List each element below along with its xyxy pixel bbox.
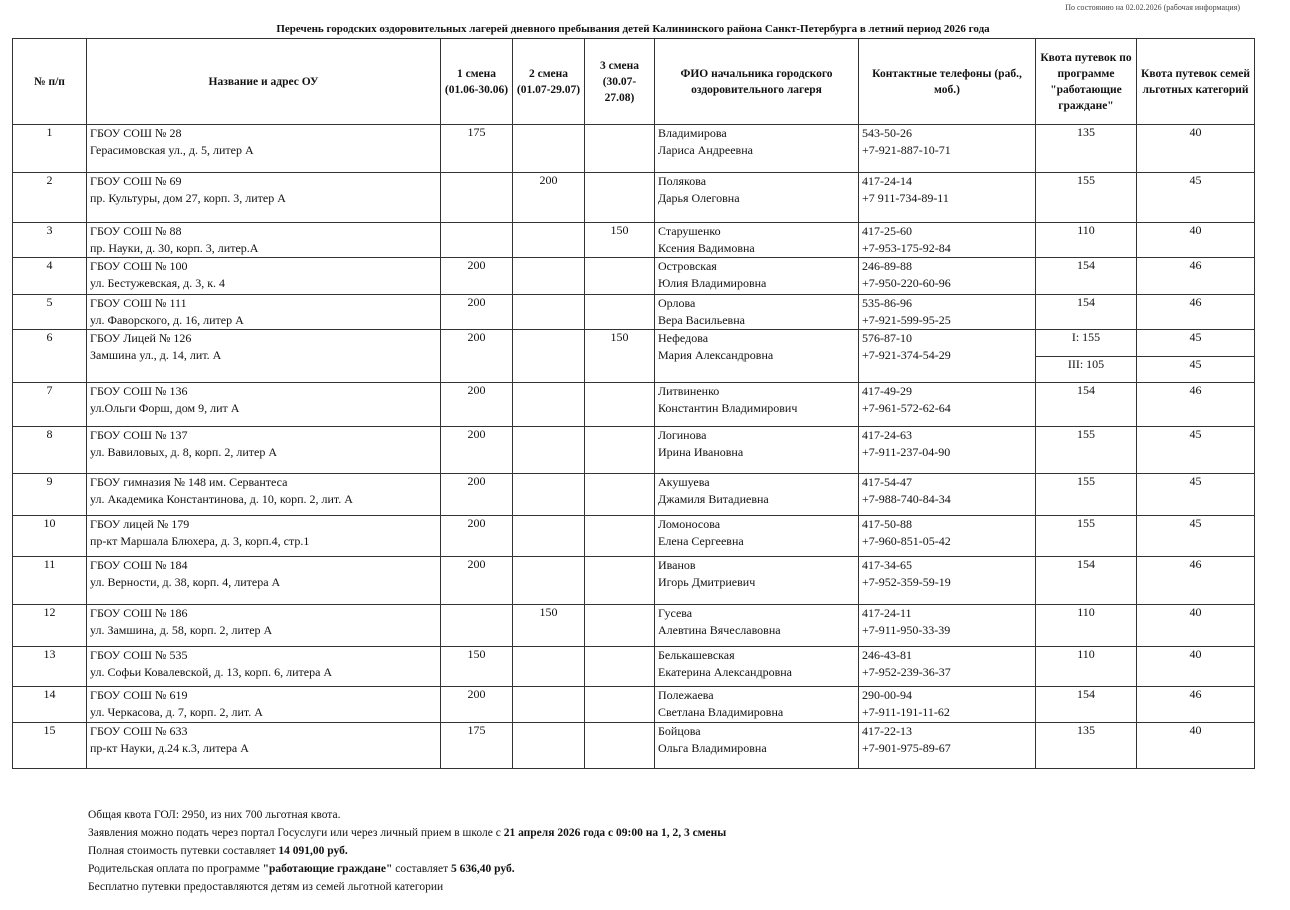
phones-cell: 417-54-47 +7-988-740-84-34 [859,474,1036,516]
quota-working-value: I: 155 [1036,330,1137,357]
phones-cell: 417-50-88 +7-960-851-05-42 [859,516,1036,557]
quota-working-value: 155 [1036,474,1137,516]
shift-3-value [585,258,655,295]
head-name-cell: Островская Юлия Владимировна [655,258,859,295]
quota-working-value: 154 [1036,557,1137,605]
quota-benefit-value: 46 [1137,557,1255,605]
row-number: 12 [13,605,87,647]
shift-2-value: 200 [513,173,585,223]
quota-benefit-value: 45 [1137,330,1255,357]
head-name-cell: Ломоносова Елена Сергеевна [655,516,859,557]
head-name-cell: Акушуева Джамиля Витадиевна [655,474,859,516]
note-parent-payment-value: 5 636,40 руб. [451,863,515,875]
table-row [13,687,1255,723]
phones-cell: 543-50-26 +7-921-887-10-71 [859,125,1036,173]
shift-1-value: 200 [441,474,513,516]
row-number: 10 [13,516,87,557]
status-note: По состоянию на 02.02.2026 (рабочая информация) [1065,3,1240,12]
quota-working-value: 155 [1036,427,1137,474]
phones-cell: 417-34-65 +7-952-359-59-19 [859,557,1036,605]
quota-working-value: 154 [1036,258,1137,295]
quota-benefit-value: 45 [1137,427,1255,474]
quota-benefit-value: 45 [1137,173,1255,223]
phones-cell: 417-49-29 +7-961-572-62-64 [859,383,1036,427]
shift-1-value: 200 [441,557,513,605]
phones-cell: 246-89-88 +7-950-220-60-96 [859,258,1036,295]
header-shift-3: 3 смена (30.07-27.08) [585,39,655,125]
shift-3-value [585,605,655,647]
note-application-date: 21 апреля 2026 года с 09:00 на 1, 2, 3 смены [503,827,727,839]
school-cell: ГБОУ лицей № 179 пр-кт Маршала Блюхера, д. 3, корп.4, стр.1 [87,516,441,557]
table-row [13,383,1255,427]
row-number: 3 [13,223,87,258]
quota-benefit-value: 40 [1137,723,1255,769]
quota-benefit-value: 46 [1137,295,1255,330]
quota-benefit-value: 45 [1137,357,1255,383]
table-row [13,295,1255,330]
note-parent-payment: Родительская оплата по программе "работающие граждане" составляет 5 636,40 руб. [88,863,515,875]
shift-2-value [513,687,585,723]
quota-working-value: 154 [1036,295,1137,330]
header-name: Название и адрес ОУ [87,39,441,125]
head-name-cell: Орлова Вера Васильевна [655,295,859,330]
shift-1-value: 200 [441,427,513,474]
table-row [13,647,1255,687]
head-name-cell: Гусева Алевтина Вячеславовна [655,605,859,647]
shift-1-value: 150 [441,647,513,687]
head-name-cell: Логинова Ирина Ивановна [655,427,859,474]
shift-3-value [585,474,655,516]
phones-cell: 417-22-13 +7-901-975-89-67 [859,723,1036,769]
shift-3-value: 150 [585,223,655,258]
header-shift-1: 1 смена (01.06-30.06) [441,39,513,125]
shift-3-value [585,383,655,427]
quota-working-value: 110 [1036,605,1137,647]
shift-1-value [441,605,513,647]
row-number: 5 [13,295,87,330]
quota-benefit-value: 40 [1137,223,1255,258]
row-number: 11 [13,557,87,605]
head-name-cell: Нефедова Мария Александровна [655,330,859,383]
header-shift-2: 2 смена (01.07-29.07) [513,39,585,125]
head-name-cell: Полежаева Светлана Владимировна [655,687,859,723]
shift-3-value [585,687,655,723]
row-number: 13 [13,647,87,687]
school-cell: ГБОУ СОШ № 633 пр-кт Науки, д.24 к.3, литера А [87,723,441,769]
shift-3-value [585,647,655,687]
quota-working-value: III: 105 [1036,357,1137,383]
header-quota-working: Квота путевок по программе "работающие граждане" [1036,39,1137,125]
table-row [13,125,1255,173]
shift-1-value: 175 [441,723,513,769]
shift-1-value: 200 [441,258,513,295]
row-number: 14 [13,687,87,723]
shift-3-value [585,125,655,173]
shift-1-value [441,223,513,258]
table-row [13,258,1255,295]
table-header-row [13,39,1255,125]
quota-working-value: 155 [1036,516,1137,557]
shift-2-value [513,557,585,605]
head-name-cell: Иванов Игорь Дмитриевич [655,557,859,605]
phones-cell: 417-24-11 +7-911-950-33-39 [859,605,1036,647]
school-cell: ГБОУ СОШ № 136 ул.Ольги Форш, дом 9, лит А [87,383,441,427]
shift-2-value [513,223,585,258]
head-name-cell: Полякова Дарья Олеговна [655,173,859,223]
quota-working-value: 155 [1036,173,1137,223]
phones-cell: 290-00-94 +7-911-191-11-62 [859,687,1036,723]
shift-1-value: 200 [441,295,513,330]
shift-2-value [513,125,585,173]
quota-working-value: 110 [1036,223,1137,258]
phones-cell: 535-86-96 +7-921-599-95-25 [859,295,1036,330]
school-cell: ГБОУ СОШ № 184 ул. Верности, д. 38, корп. 4, литера А [87,557,441,605]
shift-2-value [513,723,585,769]
quota-working-value: 135 [1036,723,1137,769]
table-row [13,723,1255,769]
note-full-cost: Полная стоимость путевки составляет 14 091,00 руб. [88,845,348,857]
shift-3-value [585,295,655,330]
school-cell: ГБОУ СОШ № 186 ул. Замшина, д. 58, корп. 2, литер А [87,605,441,647]
quota-working-value: 135 [1036,125,1137,173]
quota-benefit-value: 40 [1137,647,1255,687]
table-row [13,516,1255,557]
shift-3-value [585,173,655,223]
school-cell: ГБОУ СОШ № 111 ул. Фаворского, д. 16, литер А [87,295,441,330]
shift-2-value [513,516,585,557]
school-cell: ГБОУ СОШ № 137 ул. Вавиловых, д. 8, корп. 2, литер А [87,427,441,474]
row-number: 6 [13,330,87,383]
row-number: 4 [13,258,87,295]
quota-working-value: 110 [1036,647,1137,687]
table-row [13,330,1255,357]
table-row [13,605,1255,647]
school-cell: ГБОУ гимназия № 148 им. Сервантеса ул. Академика Константинова, д. 10, корп. 2, лит. А [87,474,441,516]
head-name-cell: Белькашевская Екатерина Александровна [655,647,859,687]
header-num: № п/п [13,39,87,125]
notes [88,806,726,896]
note-full-cost-value: 14 091,00 руб. [278,845,348,857]
head-name-cell: Владимирова Лариса Андреевна [655,125,859,173]
shift-1-value: 200 [441,383,513,427]
shift-2-value [513,330,585,383]
page-title: Перечень городских оздоровительных лагерей дневного пребывания детей Калининского района Санкт-Петербурга в летний период 2026 года [276,23,990,35]
row-number: 8 [13,427,87,474]
shift-2-value [513,383,585,427]
note-application: Заявления можно подать через портал Госуслуги или через личный прием в школе с 21 апреля 2026 года с 09:00 на 1, 2, 3 смены [88,827,727,839]
shift-1-value: 200 [441,516,513,557]
shift-1-value: 200 [441,687,513,723]
camps-table [12,38,1255,769]
school-cell: ГБОУ СОШ № 100 ул. Бестужевская, д. 3, к. 4 [87,258,441,295]
shift-1-value: 175 [441,125,513,173]
header-quota-benefit: Квота путевок семей льготных категорий [1137,39,1255,125]
quota-benefit-value: 40 [1137,125,1255,173]
quota-working-value: 154 [1036,383,1137,427]
quota-benefit-value: 46 [1137,258,1255,295]
school-cell: ГБОУ СОШ № 535 ул. Софьи Ковалевской, д. 13, корп. 6, литера А [87,647,441,687]
table-row [13,474,1255,516]
phones-cell: 417-24-63 +7-911-237-04-90 [859,427,1036,474]
quota-benefit-value: 46 [1137,687,1255,723]
head-name-cell: Старушенко Ксения Вадимовна [655,223,859,258]
row-number: 9 [13,474,87,516]
shift-2-value: 150 [513,605,585,647]
quota-working-value: 154 [1036,687,1137,723]
table-row [13,223,1255,258]
phones-cell: 246-43-81 +7-952-239-36-37 [859,647,1036,687]
phones-cell: 417-24-14 +7 911-734-89-11 [859,173,1036,223]
head-name-cell: Литвиненко Константин Владимирович [655,383,859,427]
school-cell: ГБОУ Лицей № 126 Замшина ул., д. 14, лит. А [87,330,441,383]
shift-3-value [585,516,655,557]
quota-benefit-value: 45 [1137,516,1255,557]
head-name-cell: Бойцова Ольга Владимировна [655,723,859,769]
row-number: 15 [13,723,87,769]
row-number: 7 [13,383,87,427]
note-free-vouchers: Бесплатно путевки предоставляются детям из семей льготной категории [88,881,444,893]
row-number: 1 [13,125,87,173]
shift-1-value [441,173,513,223]
school-cell: ГБОУ СОШ № 28 Герасимовская ул., д. 5, литер А [87,125,441,173]
shift-2-value [513,258,585,295]
note-total-quota: Общая квота ГОЛ: 2950, из них 700 льготная квота. [88,809,341,821]
shift-1-value: 200 [441,330,513,383]
table-row [13,427,1255,474]
shift-3-value: 150 [585,330,655,383]
quota-benefit-value: 45 [1137,474,1255,516]
school-cell: ГБОУ СОШ № 69 пр. Культуры, дом 27, корп. 3, литер А [87,173,441,223]
table-row [13,557,1255,605]
shift-2-value [513,474,585,516]
shift-2-value [513,427,585,474]
phones-cell: 417-25-60 +7-953-175-92-84 [859,223,1036,258]
header-head: ФИО начальника городского оздоровительного лагеря [655,39,859,125]
row-number: 2 [13,173,87,223]
phones-cell: 576-87-10 +7-921-374-54-29 [859,330,1036,383]
shift-3-value [585,723,655,769]
shift-3-value [585,557,655,605]
quota-benefit-value: 40 [1137,605,1255,647]
quota-benefit-value: 46 [1137,383,1255,427]
header-phones: Контактные телефоны (раб., моб.) [859,39,1036,125]
shift-2-value [513,295,585,330]
school-cell: ГБОУ СОШ № 619 ул. Черкасова, д. 7, корп. 2, лит. А [87,687,441,723]
shift-3-value [585,427,655,474]
table-row [13,173,1255,223]
shift-2-value [513,647,585,687]
school-cell: ГБОУ СОШ № 88 пр. Науки, д. 30, корп. 3, литер.А [87,223,441,258]
